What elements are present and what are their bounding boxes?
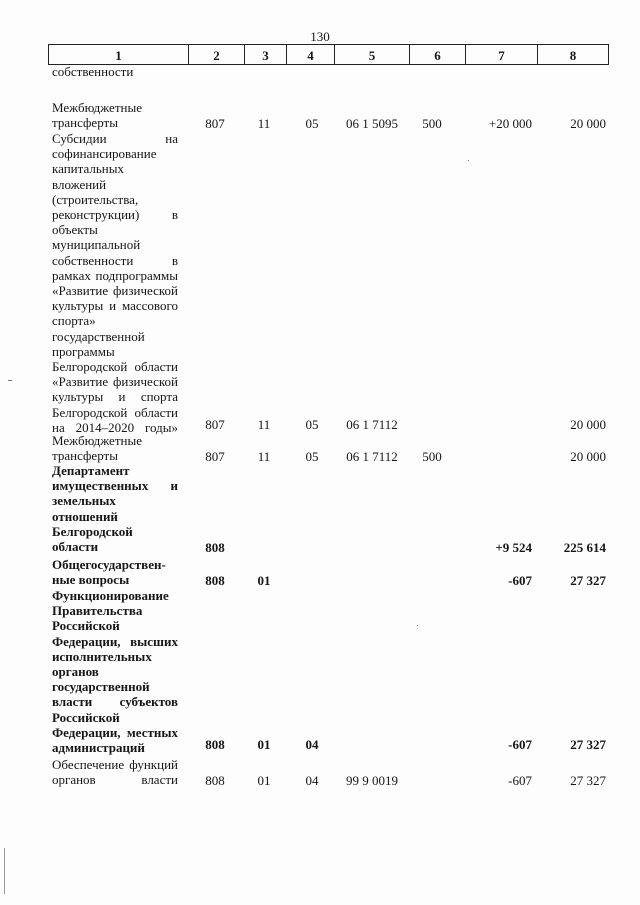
description-line: Российской: [52, 618, 120, 634]
scan-mark: [8, 380, 12, 381]
description-line: спорта»: [52, 313, 96, 329]
description-line: (строительства,: [52, 191, 139, 207]
cell-col-3: 01: [257, 737, 271, 752]
description-line: государственной: [52, 328, 145, 344]
cell-col-7: +20 000: [488, 116, 532, 131]
header-col-7: 7: [498, 48, 505, 63]
cell-col-3: 11: [257, 116, 271, 131]
cell-col-2: 808: [205, 737, 225, 752]
description-line: собственности в: [52, 252, 178, 268]
description-line: власти субъектов: [52, 694, 178, 710]
cell-col-8: 27 327: [570, 737, 606, 752]
description-line: рамках подпрограммы: [52, 267, 178, 283]
description-line: Белгородской: [52, 523, 133, 539]
description-line: Департамент: [52, 463, 130, 478]
scan-speck: [417, 625, 418, 626]
cell-col-4: 04: [305, 737, 319, 752]
cell-col-5: 06 1 7112: [346, 449, 398, 464]
description-line: Межбюджетные: [52, 100, 142, 115]
description-line: Белгородской области: [52, 404, 178, 420]
row-description: [52, 557, 178, 587]
header-col-2: 2: [213, 48, 220, 63]
scan-speck: [468, 160, 469, 161]
description-line: «Развитие физической: [52, 374, 178, 390]
description-line: исполнительных: [52, 648, 152, 664]
description-line: трансферты: [52, 448, 118, 464]
description-line: на 2014–2020 годы»: [52, 419, 178, 435]
cell-col-4: 04: [305, 773, 319, 788]
description-line: органов власти: [52, 772, 178, 788]
row-description: [52, 757, 178, 787]
cell-col-5: 06 1 5095: [346, 116, 398, 131]
description-line: капитальных: [52, 161, 124, 177]
row-description: [52, 588, 178, 755]
header-col-1: 1: [115, 48, 122, 63]
row-description: [52, 463, 178, 554]
description-line: реконструкции) в: [52, 207, 178, 223]
cell-col-8: 20 000: [570, 449, 606, 464]
description-line: Федерации, местных: [52, 724, 178, 740]
cell-col-2: 808: [205, 573, 225, 588]
description-line: отношений: [52, 508, 118, 524]
description-line: трансферты: [52, 115, 118, 131]
cell-col-8: 20 000: [570, 116, 606, 131]
description-line: Федерации, высших: [52, 633, 178, 649]
cell-col-2: 807: [205, 449, 225, 464]
description-line: органов: [52, 664, 99, 680]
cell-col-7: -607: [508, 737, 532, 752]
cell-col-8: 225 614: [563, 540, 606, 555]
header-col-3: 3: [262, 48, 269, 63]
cell-col-3: 01: [257, 573, 271, 588]
description-line: муниципальной: [52, 237, 141, 253]
cell-col-8: 27 327: [570, 573, 606, 588]
description-line: Российской: [52, 709, 120, 725]
cell-col-4: 05: [305, 417, 319, 432]
description-line: объекты: [52, 222, 98, 238]
cell-col-7: +9 524: [495, 540, 532, 555]
cell-col-3: 01: [257, 773, 271, 788]
header-col-6: 6: [434, 48, 441, 63]
cell-col-3: 11: [257, 449, 271, 464]
cell-col-7: -607: [508, 573, 532, 588]
description-line: Правительства: [52, 603, 143, 619]
row-description: [52, 100, 178, 130]
description-line: «Развитие физической: [52, 283, 178, 299]
cell-col-4: 05: [305, 116, 319, 131]
description-line: ные вопросы: [52, 572, 130, 588]
header-col-8: 8: [569, 48, 577, 63]
cell-col-2: 808: [205, 773, 225, 788]
scan-edge-mark: [4, 848, 5, 894]
cell-col-8: 20 000: [570, 417, 606, 432]
description-line: имущественных и: [52, 478, 178, 494]
description-line: государственной: [52, 679, 150, 695]
description-line: Межбюджетные: [52, 433, 142, 448]
cell-col-4: 05: [305, 449, 319, 464]
cell-col-5: 99 9 0019: [346, 773, 398, 788]
description-line: земельных: [52, 493, 116, 509]
header-col-5: 5: [368, 48, 376, 63]
cell-col-6: 500: [422, 116, 442, 131]
description-line: Общегосударствен-: [52, 557, 166, 572]
description-line: программы: [52, 343, 115, 359]
page-number: 130: [310, 29, 330, 44]
description-line: администраций: [52, 740, 145, 756]
row-description: [52, 433, 178, 463]
header-col-4: 4: [307, 48, 314, 63]
description-line: Субсидии на: [52, 131, 178, 146]
description-line: области: [52, 539, 99, 555]
description-line: вложений: [52, 176, 107, 192]
description-line: культуры и массового: [52, 298, 178, 314]
cell-col-2: 807: [205, 417, 225, 432]
description-line: культуры и спорта: [52, 389, 178, 405]
cell-col-2: 807: [205, 116, 225, 131]
description-line: собственности: [52, 64, 134, 79]
cell-col-5: 06 1 7112: [346, 417, 398, 432]
description-line: Белгородской области: [52, 359, 178, 375]
cell-col-2: 808: [205, 540, 225, 555]
cell-col-7: -607: [508, 773, 532, 788]
description-line: Функционирование: [52, 588, 169, 603]
description-line: софинансирование: [52, 146, 157, 162]
description-line: Обеспечение функций: [52, 757, 178, 772]
table-header: [48, 44, 609, 65]
row-description: [52, 131, 178, 435]
cell-col-8: 27 327: [570, 773, 606, 788]
row-description: [52, 64, 178, 79]
cell-col-3: 11: [257, 417, 271, 432]
cell-col-6: 500: [422, 449, 442, 464]
